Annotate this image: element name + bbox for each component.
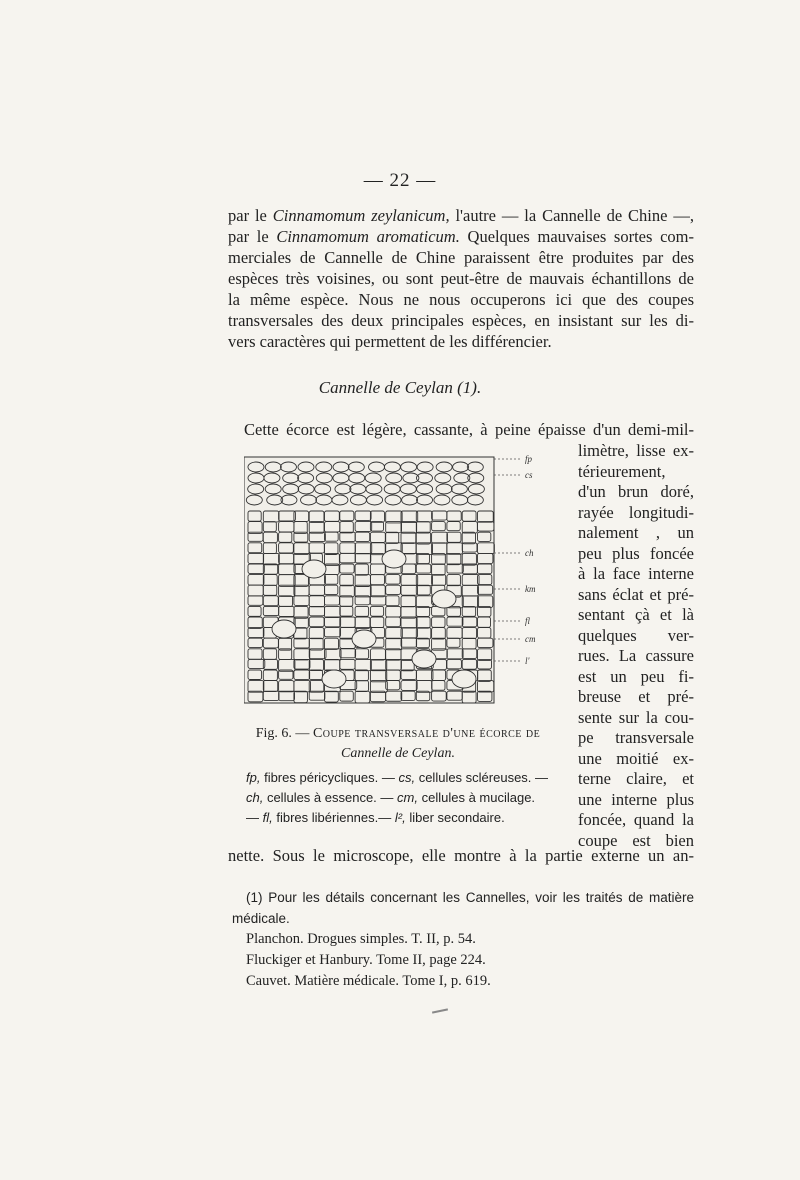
text-run: cellules scléreuses. —	[415, 770, 549, 785]
footnote-reference: Cauvet. Matière médicale. Tome I, p. 619.	[246, 973, 491, 989]
text-line: térieurement,	[578, 461, 666, 481]
text-run: transversales des deux principales espèces, en insistant sur les di-	[228, 311, 694, 330]
paragraph-last-line: nette. Sous le microscope, elle montre à la partie externe un an-	[228, 846, 694, 865]
oil-cell	[352, 630, 376, 648]
text-line: quelques ver-	[578, 625, 694, 645]
text-line	[228, 226, 694, 247]
text-line: d'un brun doré,	[578, 482, 694, 501]
text-line	[228, 331, 694, 352]
footnotes	[232, 887, 694, 992]
ink-mark	[432, 1008, 448, 1013]
text-run: cm,	[397, 790, 418, 805]
text-run: cellules à mucilage.	[417, 790, 536, 805]
figure-label: cm	[525, 634, 536, 644]
text-line: limètre, lisse ex-	[578, 441, 694, 460]
text-run: —	[246, 810, 263, 825]
text-run: liber secondaire.	[405, 810, 505, 825]
text-line	[228, 268, 694, 289]
text-run: Quelques mauvaises sortes com-	[459, 227, 694, 246]
legend-line	[246, 808, 566, 828]
figure-label: ch	[525, 548, 534, 558]
text-run: l²,	[394, 810, 406, 825]
text-run: la même espèce. Nous ne nous occuperons ici que des coupes	[228, 290, 694, 309]
text-line: terne claire, et	[578, 769, 694, 788]
text-line: sans éclat et pré-	[578, 584, 694, 604]
text-line	[228, 310, 694, 331]
figure-label: l'	[525, 656, 530, 666]
figure-legend	[246, 768, 566, 828]
text-line	[228, 247, 694, 268]
text-line: peu plus foncée	[578, 543, 694, 563]
text-line: foncée, quand la	[578, 810, 694, 829]
text-run: ch,	[246, 790, 264, 805]
text-line	[228, 205, 694, 226]
oil-cell	[412, 650, 436, 668]
figure-label: fl	[525, 616, 531, 626]
caption-subject: Cannelle de Ceylan.	[341, 746, 455, 761]
text-run: l'autre — la Cannelle de Chine —,	[449, 206, 694, 225]
figure-label: cs	[525, 470, 533, 480]
caption-prefix: Fig. 6. —	[255, 726, 310, 741]
footnote-reference: Planchon. Drogues simples. T. II, p. 54.	[246, 931, 476, 947]
text-line: nalement , un	[578, 523, 694, 542]
text-run: par le	[228, 206, 273, 225]
text-line: sentant çà et là	[578, 605, 694, 624]
oil-cell	[382, 550, 406, 568]
intro-paragraph	[228, 205, 694, 352]
text-run: fl,	[262, 810, 273, 825]
footnote-text: (1) Pour les détails concernant les Cannelles, voir les traités de matière médicale.	[232, 890, 694, 926]
paragraph-first-line: Cette écorce est légère, cassante, à peine épaisse d'un demi-mil-	[244, 420, 694, 439]
legend-line	[246, 788, 566, 808]
caption-title: Coupe transversale d'une écorce de	[312, 726, 541, 741]
text-run: merciales de Cannelle de Chine paraissent être produites par des	[228, 248, 694, 267]
oil-cell	[452, 670, 476, 688]
figure-caption	[240, 724, 556, 764]
text-line	[228, 289, 694, 310]
oil-cell	[432, 590, 456, 608]
text-run: Cinnamomum aromaticum.	[276, 227, 460, 246]
section-title: Cannelle de Ceylan (1).	[318, 378, 482, 397]
text-run: fp,	[246, 770, 261, 785]
text-line: coupe est bien	[578, 830, 694, 850]
wrapped-text-column	[578, 441, 694, 851]
figure-label: fp	[525, 454, 533, 464]
text-line: rayée longitudi-	[578, 502, 694, 522]
footnote-reference: Fluckiger et Hanbury. Tome II, page 224.	[246, 952, 486, 968]
text-line: rues. La cassure	[578, 646, 694, 665]
legend-line	[246, 768, 566, 788]
text-line: une moitié ex-	[578, 748, 694, 768]
text-line: breuse et pré-	[578, 687, 694, 706]
text-run: espèces très voisines, ou sont peut-être de mauvais échantillons de	[228, 269, 694, 288]
text-line: pe transversale	[578, 728, 694, 747]
text-run: cs,	[398, 770, 416, 785]
text-line: est un peu fi-	[578, 666, 694, 686]
text-run: vers caractères qui permettent de les différencier.	[228, 332, 552, 351]
figure-label: km	[525, 584, 536, 594]
bark-cross-section-illustration	[244, 449, 544, 707]
text-run: cellules à essence. —	[263, 790, 398, 805]
page-number: — 22 —	[363, 170, 437, 191]
text-run: Cinnamomum zeylanicum,	[272, 206, 450, 225]
oil-cell	[272, 620, 296, 638]
text-line: à la face interne	[578, 564, 694, 583]
text-run: par le	[228, 227, 277, 246]
cross-section-figure	[244, 449, 544, 707]
text-run: fibres libériennes.—	[272, 810, 395, 825]
text-line: une interne plus	[578, 789, 694, 809]
oil-cell	[302, 560, 326, 578]
text-run: fibres péricycliques. —	[260, 770, 399, 785]
text-line: sente sur la cou-	[578, 707, 694, 727]
oil-cell	[322, 670, 346, 688]
